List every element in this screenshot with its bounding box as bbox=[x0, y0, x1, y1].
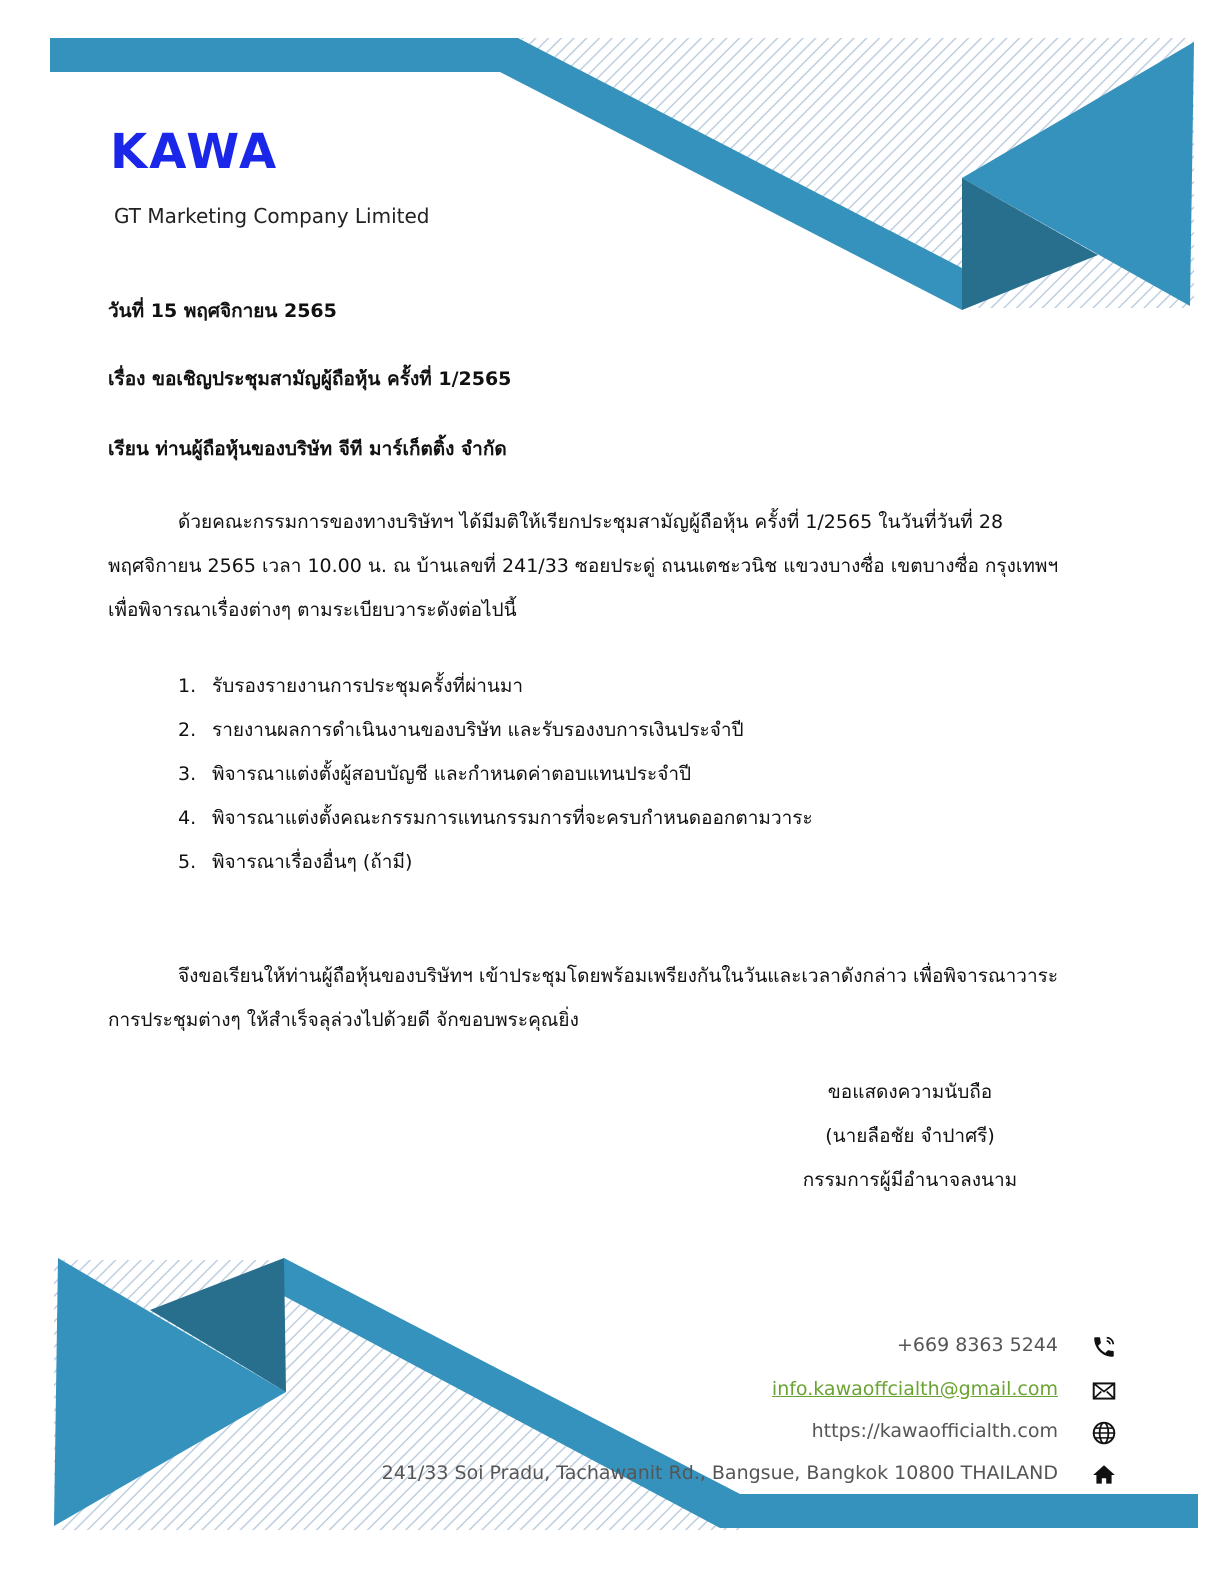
closing-text: จึงขอเรียนให้ท่านผู้ถือหุ้นของบริษัทฯ เข้าประชุมโดยพร้อมเพรียงกันในวันและเวลาดังกล่าว เพื่อพิจารณาวาระการประชุมต่างๆ ให้สำเร็จลุล่วงไปด้วยดี จักขอบพระคุณยิ่ง bbox=[108, 965, 1059, 1031]
letter-recipient: เรียน ท่านผู้ถือหุ้นของบริษัท จีที มาร์เก็ตติ้ง จำกัด bbox=[108, 438, 507, 460]
agenda-list bbox=[178, 664, 813, 884]
agenda-number: 4. bbox=[178, 807, 197, 829]
agenda-item bbox=[178, 796, 813, 840]
home-icon bbox=[1091, 1462, 1117, 1488]
phone-icon bbox=[1091, 1334, 1117, 1360]
contact-website[interactable]: https://kawaofficialth.com bbox=[811, 1420, 1058, 1442]
contact-address: 241/33 Soi Pradu, Tachawanit Rd., Bangsue, Bangkok 10800 THAILAND bbox=[381, 1462, 1058, 1484]
regards: ขอแสดงความนับถือ bbox=[827, 1081, 993, 1103]
contact-email[interactable]: info.kawaoffcialth@gmail.com bbox=[771, 1378, 1058, 1400]
agenda-item bbox=[178, 840, 813, 884]
agenda-number: 5. bbox=[178, 851, 197, 873]
intro-paragraph bbox=[108, 500, 1068, 632]
agenda-text: รับรองรายงานการประชุมครั้งที่ผ่านมา bbox=[212, 675, 524, 697]
agenda-text: รายงานผลการดำเนินงานของบริษัท และรับรองงบการเงินประจำปี bbox=[212, 719, 744, 741]
agenda-text: พิจารณาแต่งตั้งคณะกรรมการแทนกรรมการที่จะครบกำหนดออกตามวาระ bbox=[212, 807, 813, 829]
agenda-number: 1. bbox=[178, 675, 197, 697]
contact-phone[interactable]: +669 8363 5244 bbox=[897, 1334, 1058, 1356]
agenda-number: 3. bbox=[178, 763, 197, 785]
agenda-item bbox=[178, 664, 813, 708]
letter-date: วันที่ 15 พฤศจิกายน 2565 bbox=[108, 300, 337, 322]
agenda-text: พิจารณาแต่งตั้งผู้สอบบัญชี และกำหนดค่าตอบแทนประจำปี bbox=[212, 763, 692, 785]
company-logo: KAWA bbox=[110, 124, 279, 180]
signer-name: (นายลือชัย จำปาศรี) bbox=[825, 1125, 995, 1147]
intro-text: ด้วยคณะกรรมการของทางบริษัทฯ ได้มีมติให้เรียกประชุมสามัญผู้ถือหุ้น ครั้งที่ 1/2565 ในวันที่วันที่ 28 พฤศจิกายน 2565 เวลา 10.00 น. ณ บ้านเลขที่ 241/33 ซอยประดู่ ถนนเตชะวนิช แขวงบางซื่อ เขตบางซื่อ กรุงเทพฯ เพื่อพิจารณาเรื่องต่างๆ ตามระเบียบวาระดังต่อไปนี้ bbox=[108, 511, 1059, 621]
agenda-item bbox=[178, 708, 813, 752]
agenda-number: 2. bbox=[178, 719, 197, 741]
closing-paragraph bbox=[108, 954, 1068, 1042]
agenda-text: พิจารณาเรื่องอื่นๆ (ถ้ามี) bbox=[212, 851, 413, 873]
agenda-item bbox=[178, 752, 813, 796]
email-icon bbox=[1091, 1378, 1117, 1404]
letter-subject: เรื่อง ขอเชิญประชุมสามัญผู้ถือหุ้น ครั้งที่ 1/2565 bbox=[108, 368, 512, 390]
globe-icon bbox=[1091, 1420, 1117, 1446]
signer-title: กรรมการผู้มีอำนาจลงนาม bbox=[802, 1169, 1018, 1191]
company-name: GT Marketing Company Limited bbox=[114, 204, 430, 228]
